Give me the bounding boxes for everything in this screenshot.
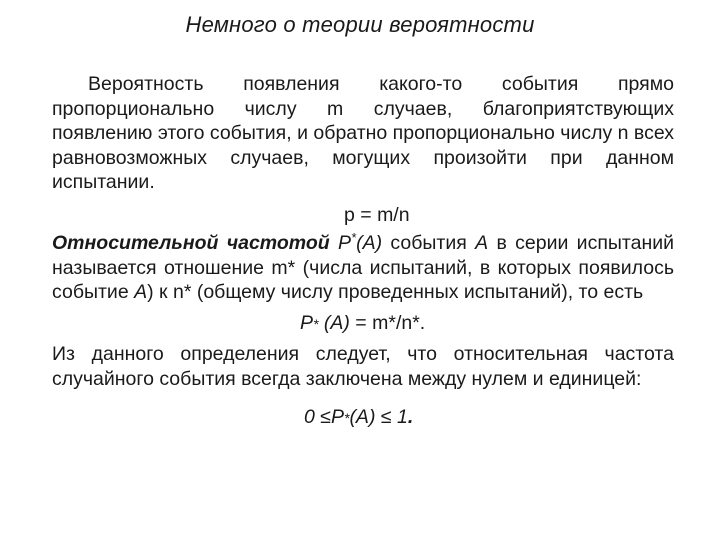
formula-probability: p = m/n (344, 203, 410, 226)
formula-rhs: = m*/n*. (349, 311, 426, 334)
symbol-arg: (A) (318, 311, 350, 334)
symbol-star: * (313, 315, 319, 332)
slide-title: Немного о теории вероятности (185, 12, 535, 37)
symbol-star: * (351, 230, 357, 245)
text-segment: ) к n* (общему числу проведенных испытаний), то есть (147, 281, 644, 303)
formula-relative-frequency (52, 311, 674, 337)
slide-body (52, 72, 674, 431)
symbol-p: P (300, 311, 314, 334)
symbol-arg: (A) (349, 406, 381, 428)
formula-left: 0 (304, 406, 321, 428)
symbol-event-a: А (134, 281, 148, 303)
formula-dot: . (407, 406, 414, 428)
formula-inequality (52, 405, 674, 431)
symbol-arg: (A) (356, 232, 383, 254)
le-symbol: ≤ (380, 406, 392, 428)
symbol-p: P (338, 232, 352, 254)
symbol-star: * (343, 410, 350, 426)
term-relative-frequency: Относительной частотой (52, 232, 330, 254)
symbol-p: P (330, 406, 344, 428)
paragraph-conclusion: Из данного определения следует, что относительная частота случайного события всегда заключена между нулем и единицей: (52, 343, 674, 390)
paragraph-probability-definition: Вероятность появления какого-то события прямо пропорционально числу m случаев, благоприятствующих появлению этого события, и обратно пропорционально числу n всех равновозможных случаев, могущих произойти при данном испытании. (52, 73, 674, 193)
le-symbol: ≤ (320, 406, 331, 428)
symbol-event-a: А (475, 232, 489, 254)
text-segment: события (382, 232, 476, 254)
text-segment: в серии испытаний называется отношение m* (числа испытаний, в которых появилось событие (52, 232, 674, 303)
formula-right: 1 (391, 406, 408, 428)
paragraph-relative-frequency-definition (52, 231, 674, 305)
